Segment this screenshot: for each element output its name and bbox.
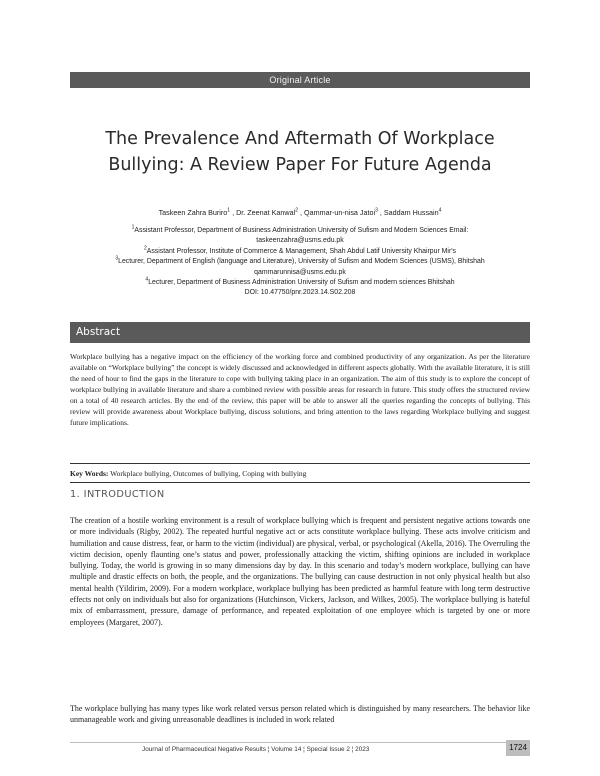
page-number: 1724 bbox=[506, 740, 530, 756]
affiliation-4-text: Lecturer, Department of Business Administration University of Sufism and modern sciences Bhitshah bbox=[148, 279, 455, 287]
author-3: Qammar-un-nisa Jatoi bbox=[304, 208, 376, 217]
keywords-text: Workplace bullying, Outcomes of bullying, Coping with bullying bbox=[108, 469, 307, 478]
affiliation-3 bbox=[60, 257, 540, 267]
keywords-label: Key Words: bbox=[70, 469, 109, 478]
affiliation-3-text: Lecturer, Department of English (language and Literature), University of Sufism and Modern Sciences (USMS), Bhitshah bbox=[118, 258, 485, 266]
keywords bbox=[70, 468, 530, 479]
author-3-mark: 3 bbox=[375, 207, 378, 214]
title-line-1: The Prevalence And Aftermath Of Workplace bbox=[105, 129, 495, 149]
abstract-text: Workplace bullying has a negative impact on the efficiency of the working force and combined productivity of any organization. As per the literature available on “Workplace bullying” the concept is widely discussed and acknowledged in different aspects globally. With the available literature, it is still the need of hour to find the gaps in the literature to cope with bullying taking place in an organization. The aim of this study is to explore the concept of workplace bullying in available literature and share a combined review with possible areas for research in future. This study offers the structured review on a total of 40 research articles. By the end of the review, this paper will be able to answer all the queries regarding the concepts of bullying. This review will provide awareness about Workplace bullying, discuss solutions, and bring attention to the laws regarding Workplace bullying and suggest future implications. bbox=[70, 352, 530, 427]
affiliation-3-mark: 3 bbox=[115, 255, 119, 262]
author-4-mark: 4 bbox=[438, 207, 442, 214]
article-type-banner bbox=[70, 72, 530, 88]
page-footer bbox=[70, 742, 530, 760]
introduction-paragraph-2: The workplace bullying has many types like work related versus person related which is distinguished by many researchers. The behavior like unmanageable work and giving unreasonable deadlines is included in work related bbox=[70, 704, 530, 725]
author-separator: , bbox=[298, 208, 304, 217]
author-1: Taskeen Zahra Buriro bbox=[158, 208, 228, 217]
introduction-paragraph-1: The creation of a hostile working environment is a result of workplace bullying which is frequent and persistent negative actions towards one or more individuals (Rigby, 2002). The repeated hurtful negative act or acts constitute workplace bullying. These acts involve criticism and humiliation and cause distress, fear, or harm to the victim (individual) are physical, verbal, or psychological (Akella, 2016). The Overruling the victim decision, openly flaunting one’s status and power, professionally attacking the victim, shifting opinions are included in workplace bullying. Today, the world is growing in so many dimensions day by day. In this scenario and today’s modern workplace, bullying can have multiple and drastic effects on both, the people, and the organizations. The bullying can cause destruction in not only physical health but also mental health (Yildirim, 2009). For a modern workplace, workplace bullying has been predicted as harmful feature with long term destructive effects not only on individuals but also for organizations (Hutchinson, Vickers, Jackson, and Wilkes, 2005). The workplace bullying is hateful mix of embarrassment, pressure, damage of performance, and repeated exploitation of one employee which is targeted by one or more employees (Margaret, 2007). bbox=[70, 516, 530, 627]
keywords-top-rule bbox=[70, 463, 530, 464]
journal-citation: Journal of Pharmaceutical Negative Results ¦ Volume 14 ¦ Special Issue 2 ¦ 2023 bbox=[142, 746, 370, 753]
affiliation-4 bbox=[60, 278, 540, 288]
author-1-mark: 1 bbox=[227, 207, 231, 214]
author-separator: , bbox=[230, 208, 237, 217]
doi: DOI: 10.47750/pnr.2023.14.S02.208 bbox=[244, 289, 356, 297]
introduction-heading: 1. INTRODUCTION bbox=[70, 489, 165, 500]
affiliation-3-email: qammarunnisa@usms.edu.pk bbox=[254, 268, 346, 276]
paper-title bbox=[60, 126, 540, 178]
affiliation-1-mark: 1 bbox=[131, 224, 135, 231]
title-line-2: Bullying: A Review Paper For Future Agenda bbox=[108, 155, 492, 175]
article-type-label: Original Article bbox=[269, 75, 331, 85]
author-separator: , bbox=[377, 208, 384, 217]
keywords-bottom-rule bbox=[70, 482, 530, 483]
abstract-heading-label: Abstract bbox=[76, 326, 121, 338]
author-4: Saddam Hussain bbox=[383, 208, 439, 217]
affiliations bbox=[60, 226, 540, 299]
affiliation-1-email: taskeenzahra@usms.edu.pk bbox=[256, 237, 344, 245]
abstract-heading bbox=[70, 322, 530, 343]
affiliation-2-text: Assistant Professor, Institute of Commerce & Management, Shah Abdul Latif University Khairpur Mir's bbox=[146, 247, 456, 255]
affiliation-4-mark: 4 bbox=[145, 276, 149, 283]
affiliation-2-mark: 2 bbox=[143, 245, 147, 252]
author-list bbox=[60, 208, 540, 217]
affiliation-2 bbox=[60, 247, 540, 257]
footer-rule bbox=[70, 742, 506, 743]
author-2-mark: 2 bbox=[295, 207, 298, 214]
author-2: Dr. Zeenat Kanwal bbox=[236, 208, 296, 217]
affiliation-1-text: Assistant Professor, Department of Business Administration University of Sufism and Modern Sciences Email: bbox=[134, 227, 469, 234]
affiliation-1 bbox=[60, 226, 540, 236]
